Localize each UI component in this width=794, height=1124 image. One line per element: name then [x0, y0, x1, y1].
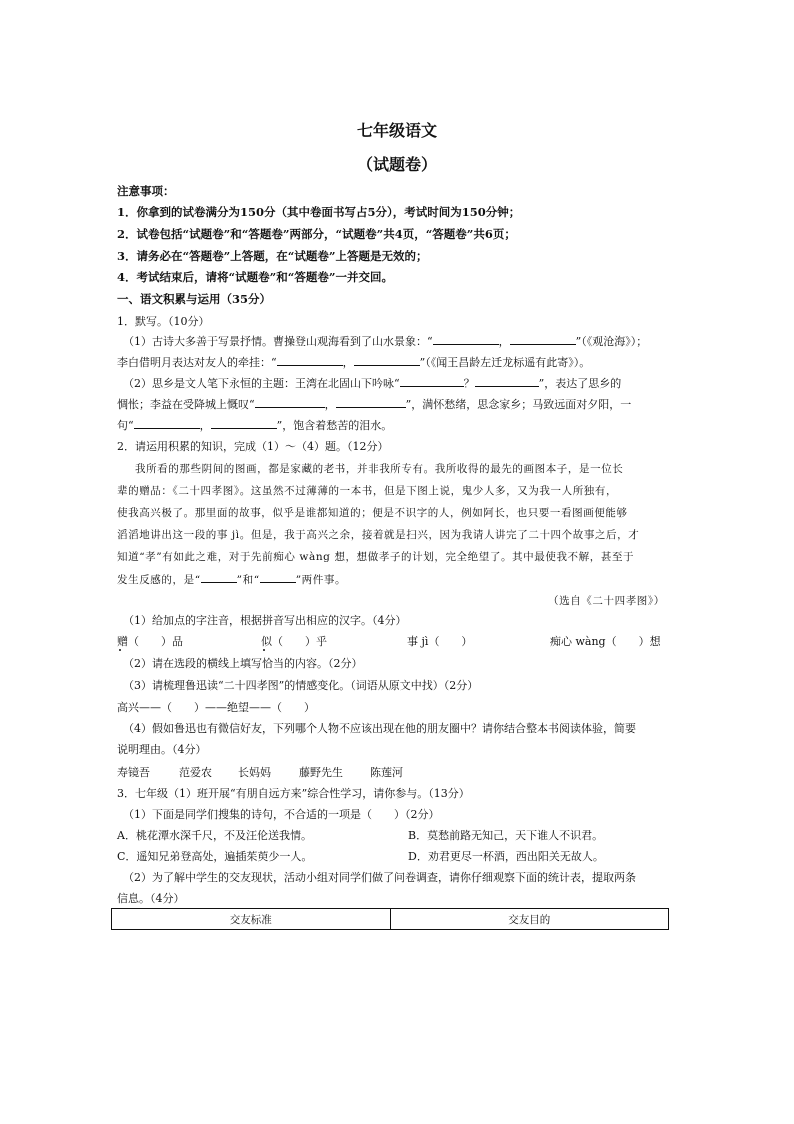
text: （ ）想 — [605, 635, 661, 648]
section-heading: 一、语文积累与运用（35分） — [117, 292, 272, 306]
emotion-chain: 高兴——（ ）——绝望——（ ） — [117, 701, 315, 714]
question-1-stem: 1．默写。（10分） — [117, 315, 210, 328]
dotted-char — [261, 635, 272, 649]
pinyin-item — [550, 635, 661, 649]
text: 惆怅；李益在受降城上慨叹“ — [117, 398, 255, 411]
char: 似 — [261, 635, 272, 648]
text: ”和“ — [236, 574, 260, 586]
answer-blank[interactable] — [400, 376, 464, 387]
answer-blank[interactable] — [277, 355, 343, 366]
text: ， — [199, 419, 211, 432]
page-title: 七年级语文 — [356, 121, 437, 140]
pinyin-item — [261, 635, 327, 649]
question-1-part2-line3 — [117, 418, 392, 433]
table-header-row — [112, 909, 669, 930]
person-option: 寿镜吾 — [117, 766, 150, 779]
text: （1）古诗大多善于写景抒情。曹操登山观海看到了山水景象：“ — [123, 335, 433, 348]
page-subtitle: （试题卷） — [356, 155, 437, 174]
answer-blank[interactable] — [475, 376, 539, 387]
answer-blank[interactable] — [336, 397, 406, 408]
question-2-sub4-cont: 说明理由。（4分） — [117, 743, 207, 756]
text: ， — [342, 356, 354, 369]
text: （ ） — [428, 635, 473, 648]
choice-option[interactable]: B．莫愁前路无知己，天下谁人不识君。 — [408, 829, 604, 842]
passage-last-line — [117, 572, 346, 587]
question-1-part2-line2 — [117, 397, 631, 412]
text: ”，满怀愁绪，思念家乡；马致远面对夕阳，一 — [405, 398, 632, 411]
passage-line: 我所看的那些阴间的图画，都是家藏的老书，并非我所专有。我所收得的最先的画图本子，是一位长 — [135, 463, 624, 475]
answer-blank[interactable] — [201, 572, 237, 583]
emphasis-dot — [119, 649, 121, 651]
passage-line: 知道“孝”有如此之难，对于先前痴心 wàng 想，想做孝子的计划，完全绝望了。其中最使我不解，甚至于 — [117, 551, 635, 563]
text: （ ）乎 — [272, 635, 327, 648]
text: ”，饱含着愁苦的泪水。 — [276, 419, 393, 432]
text: ”（《观沧海》）； — [575, 335, 648, 348]
table-header-cell: 交友目的 — [390, 909, 669, 930]
answer-blank[interactable] — [255, 397, 325, 408]
person-option: 范爱农 — [179, 766, 212, 779]
question-2-sub2: （2）请在选段的横线上填写恰当的内容。（2分） — [123, 657, 363, 670]
question-3-sub1: （1）下面是同学们搜集的诗句，不合适的一项是（ ）（2分） — [123, 808, 440, 821]
passage-source: （选自《二十四孝图》） — [548, 595, 665, 607]
question-2-sub3: （3）请梳理鲁迅读“二十四孝图”的情感变化。（词语从原文中找）（2分） — [123, 679, 479, 692]
text: ”（《闻王昌龄左迁龙标遥有此寄》）。 — [419, 356, 591, 369]
choice-option[interactable]: A．桃花潭水深千尺，不及汪伦送我情。 — [117, 829, 312, 842]
question-1-part1-line1 — [123, 334, 647, 349]
pinyin-item — [117, 635, 183, 649]
text: 发生反感的，是“ — [117, 574, 201, 586]
note-item: 2．试卷包括“试题卷”和“答题卷”两部分，“试题卷”共4页，“答题卷”共6页； — [117, 227, 516, 241]
question-3-sub2-cont: 信息。（4分） — [117, 892, 185, 905]
passage-line: 滔滔地讲出这一段的事 jì。但是，我于高兴之余，接着就是扫兴，因为我请人讲完了二十四个故事之后，才 — [117, 529, 640, 541]
note-item: 4．考试结束后，请将“试题卷”和“答题卷”一并交回。 — [117, 270, 393, 284]
passage-line: 辈的赠品：《二十四孝图》。这虽然不过薄薄的一本书，但是下图上说，鬼少人多，又为我一人所独有， — [117, 485, 618, 497]
question-1-part2-line1 — [123, 376, 621, 391]
notes-heading: 注意事项： — [117, 184, 175, 198]
question-2-sub4: （4）假如鲁迅也有微信好友，下列哪个人物不应该出现在他的朋友圈中？请你结合整本书阅读体验，简要 — [123, 722, 636, 735]
char: 赠 — [117, 635, 128, 648]
text: ， — [324, 398, 336, 411]
answer-blank[interactable] — [354, 355, 420, 366]
note-item: 3．请务必在“答题卷”上答题，在“试题卷”上答题是无效的； — [117, 249, 428, 263]
text: ”两件事。 — [295, 574, 347, 586]
person-option: 藤野先生 — [299, 766, 343, 779]
question-1-part1-line2 — [117, 355, 590, 370]
pinyin-item — [407, 635, 472, 649]
text: 李白借明月表达对友人的牵挂：“ — [117, 356, 277, 369]
text: ， — [498, 335, 510, 348]
question-2-sub1: （1）给加点的字注音，根据拼音写出相应的汉字。（4分） — [123, 614, 407, 627]
answer-blank[interactable] — [260, 572, 296, 583]
passage-line: 使我高兴极了。那里面的故事，似乎是谁都知道的；便是不识字的人，例如阿长，也只要一看图画便能够 — [117, 507, 628, 519]
answer-blank[interactable] — [510, 334, 576, 345]
question-2-stem: 2．请运用积累的知识，完成（1）～（4）题。（12分） — [117, 440, 389, 453]
note-item: 1．你拿到的试卷满分为150分（其中卷面书写占5分），考试时间为150分钟； — [117, 205, 521, 219]
person-option: 长妈妈 — [238, 766, 271, 779]
choice-option[interactable]: D．劝君更尽一杯酒，西出阳关无故人。 — [408, 850, 604, 863]
answer-blank[interactable] — [211, 418, 277, 429]
answer-blank[interactable] — [134, 418, 200, 429]
dotted-char — [117, 635, 128, 649]
emphasis-dot — [263, 649, 265, 651]
text: 痴心 wàng — [550, 635, 606, 648]
text: （2）思乡是文人笔下永恒的主题：王湾在北固山下吟咏“ — [123, 377, 400, 390]
person-option: 陈莲河 — [370, 766, 403, 779]
statistics-table — [111, 908, 669, 930]
text: ”，表达了思乡的 — [538, 377, 622, 390]
question-3-stem: 3．七年级（1）班开展“有朋自远方来”综合性学习，请你参与。（13分） — [117, 787, 470, 800]
choice-option[interactable]: C．遥知兄弟登高处，遍插茱萸少一人。 — [117, 850, 313, 863]
table-header-cell: 交友标准 — [112, 909, 391, 930]
text: ？ — [463, 377, 475, 390]
text: 句“ — [117, 419, 134, 432]
question-3-sub2: （2）为了解中学生的交友现状，活动小组对同学们做了问卷调查，请你仔细观察下面的统计表，提取两条 — [123, 871, 636, 884]
text: （ ）品 — [128, 635, 183, 648]
answer-blank[interactable] — [433, 334, 499, 345]
text: 事 jì — [407, 635, 429, 648]
